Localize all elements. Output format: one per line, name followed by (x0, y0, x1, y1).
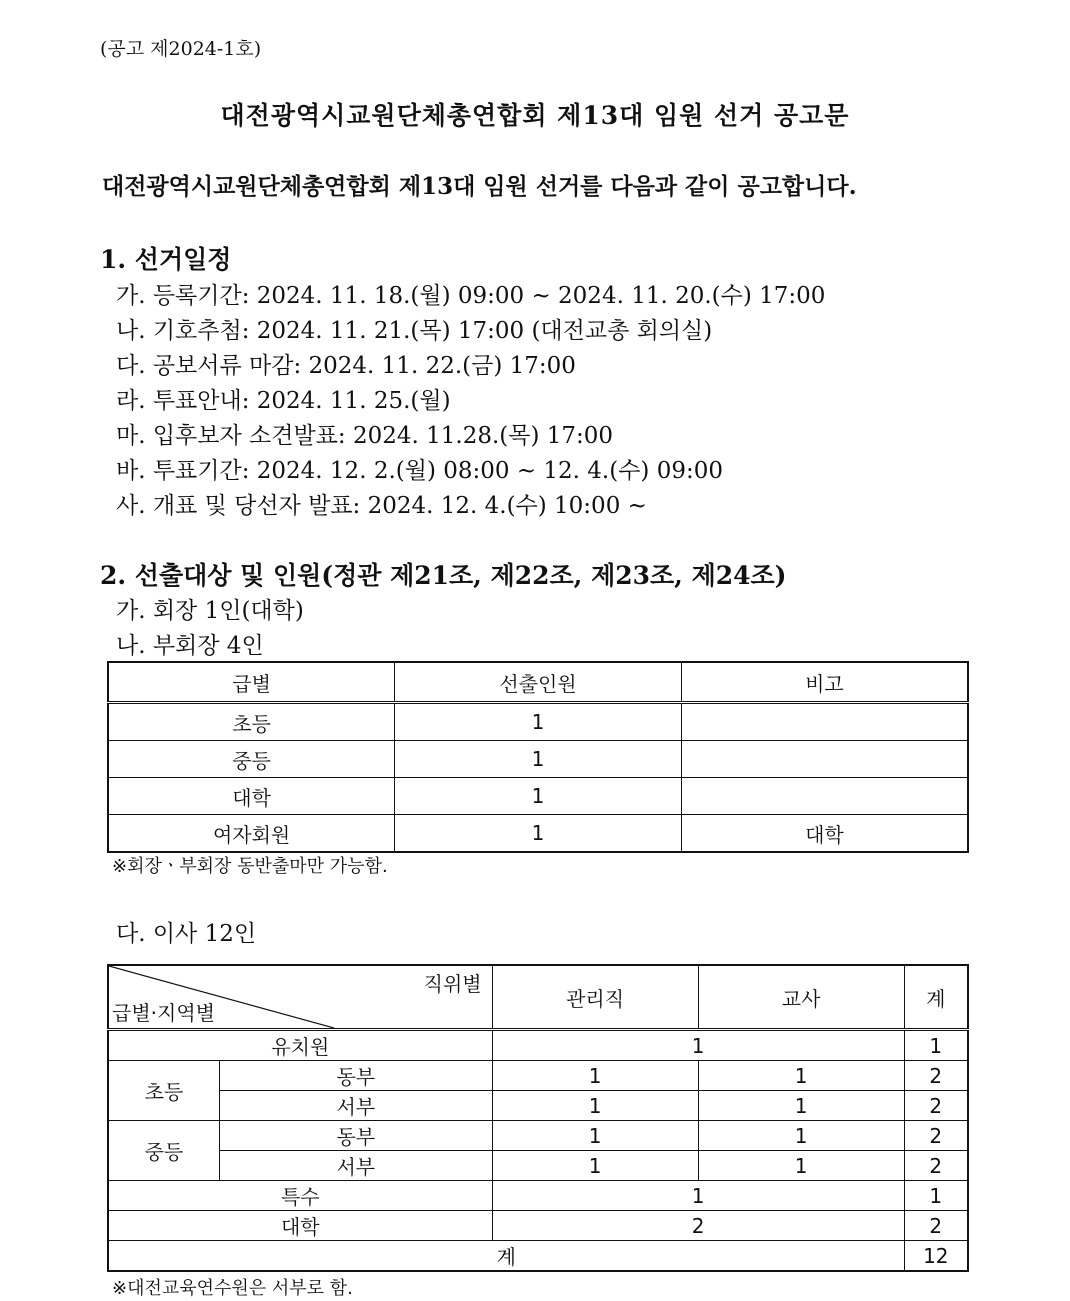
schedule-item: 나. 기호추첨: 2024. 11. 21.(목) 17:00 (대전교총 회의실) (116, 318, 713, 344)
table-cell: 1 (395, 778, 682, 815)
vice-president-table (107, 661, 969, 853)
table-row (108, 703, 968, 741)
president-item: 가. 회장 1인(대학) (116, 598, 304, 624)
diag-top-label: 직위별 (423, 972, 482, 996)
diag-bottom-label: 급별·지역별 (112, 1001, 215, 1025)
table-cell: 1 (698, 1121, 904, 1151)
table-cell: 대학 (681, 815, 968, 853)
table-cell: 1 (492, 1030, 904, 1061)
table-header: 교사 (698, 965, 904, 1030)
table-cell (681, 703, 968, 741)
table-header: 급별 (108, 662, 395, 703)
table-header: 관리직 (492, 965, 698, 1030)
table-row (108, 1241, 968, 1272)
section2-heading: 2. 선출대상 및 인원(정관 제21조, 제22조, 제23조, 제24조) (100, 561, 787, 590)
table-cell: 1 (904, 1181, 968, 1211)
table-row (108, 1181, 968, 1211)
table-cell: 중등 (108, 1121, 220, 1181)
table-cell: 1 (492, 1151, 698, 1181)
schedule-item: 마. 입후보자 소견발표: 2024. 11.28.(목) 17:00 (116, 423, 614, 449)
table-cell: 2 (904, 1091, 968, 1121)
table-cell: 1 (492, 1061, 698, 1091)
table-cell: 1 (395, 741, 682, 778)
table-cell: 1 (698, 1151, 904, 1181)
table-row (108, 778, 968, 815)
table-row (108, 1121, 968, 1151)
table-cell: 1 (492, 1091, 698, 1121)
table-cell: 2 (904, 1211, 968, 1241)
table-cell: 초등 (108, 1061, 220, 1121)
table-cell: 2 (492, 1211, 904, 1241)
table-cell: 2 (904, 1061, 968, 1091)
page-title: 대전광역시교원단체총연합회 제13대 임원 선거 공고문 (220, 101, 850, 130)
table-cell: 1 (492, 1181, 904, 1211)
table-cell (681, 741, 968, 778)
table-row (108, 741, 968, 778)
directors-item: 다. 이사 12인 (116, 921, 257, 947)
table-cell: 동부 (220, 1061, 493, 1091)
table-cell: 동부 (220, 1121, 493, 1151)
intro-text: 대전광역시교원단체총연합회 제13대 임원 선거를 다음과 같이 공고합니다. (102, 173, 857, 200)
table-row (108, 815, 968, 853)
notice-number: (공고 제2024-1호) (100, 38, 262, 60)
table-cell (681, 778, 968, 815)
table-row (108, 1211, 968, 1241)
table-cell: 1 (904, 1030, 968, 1061)
table-cell: 여자회원 (108, 815, 395, 853)
vice-president-item: 나. 부회장 4인 (116, 633, 264, 659)
schedule-item: 라. 투표안내: 2024. 11. 25.(월) (116, 388, 451, 414)
table-cell: 대학 (108, 1211, 492, 1241)
table-cell: 1 (698, 1091, 904, 1121)
schedule-item: 사. 개표 및 당선자 발표: 2024. 12. 4.(수) 10:00 ~ (116, 493, 647, 519)
table-cell: 초등 (108, 703, 395, 741)
schedule-item: 가. 등록기간: 2024. 11. 18.(월) 09:00 ~ 2024. 11. 20.(수) 17:00 (116, 283, 826, 309)
table-cell: 특수 (108, 1181, 492, 1211)
vp-note: ※회장ㆍ부회장 동반출마만 가능함. (112, 856, 388, 877)
table-header: 비고 (681, 662, 968, 703)
schedule-item: 다. 공보서류 마감: 2024. 11. 22.(금) 17:00 (116, 353, 576, 379)
table-cell: 2 (904, 1121, 968, 1151)
table-cell: 서부 (220, 1151, 493, 1181)
table-cell: 서부 (220, 1091, 493, 1121)
table-cell: 2 (904, 1151, 968, 1181)
table-header: 선출인원 (395, 662, 682, 703)
table-cell: 중등 (108, 741, 395, 778)
table-row (108, 1030, 968, 1061)
table-cell: 12 (904, 1241, 968, 1272)
table-cell: 1 (395, 703, 682, 741)
table-row (108, 1061, 968, 1091)
table-cell: 1 (698, 1061, 904, 1091)
diagonal-header (108, 965, 492, 1030)
table-cell: 계 (108, 1241, 904, 1272)
table-row (108, 1091, 968, 1121)
directors-table (107, 964, 969, 1272)
section1-heading: 1. 선거일정 (100, 245, 232, 274)
schedule-item: 바. 투표기간: 2024. 12. 2.(월) 08:00 ~ 12. 4.(수) 09:00 (116, 458, 724, 484)
table-cell: 1 (492, 1121, 698, 1151)
table-cell: 대학 (108, 778, 395, 815)
table-row (108, 1151, 968, 1181)
table-cell: 1 (395, 815, 682, 853)
directors-note: ※대전교육연수원은 서부로 함. (112, 1278, 353, 1299)
table-cell: 유치원 (108, 1030, 492, 1061)
table-header: 계 (904, 965, 968, 1030)
